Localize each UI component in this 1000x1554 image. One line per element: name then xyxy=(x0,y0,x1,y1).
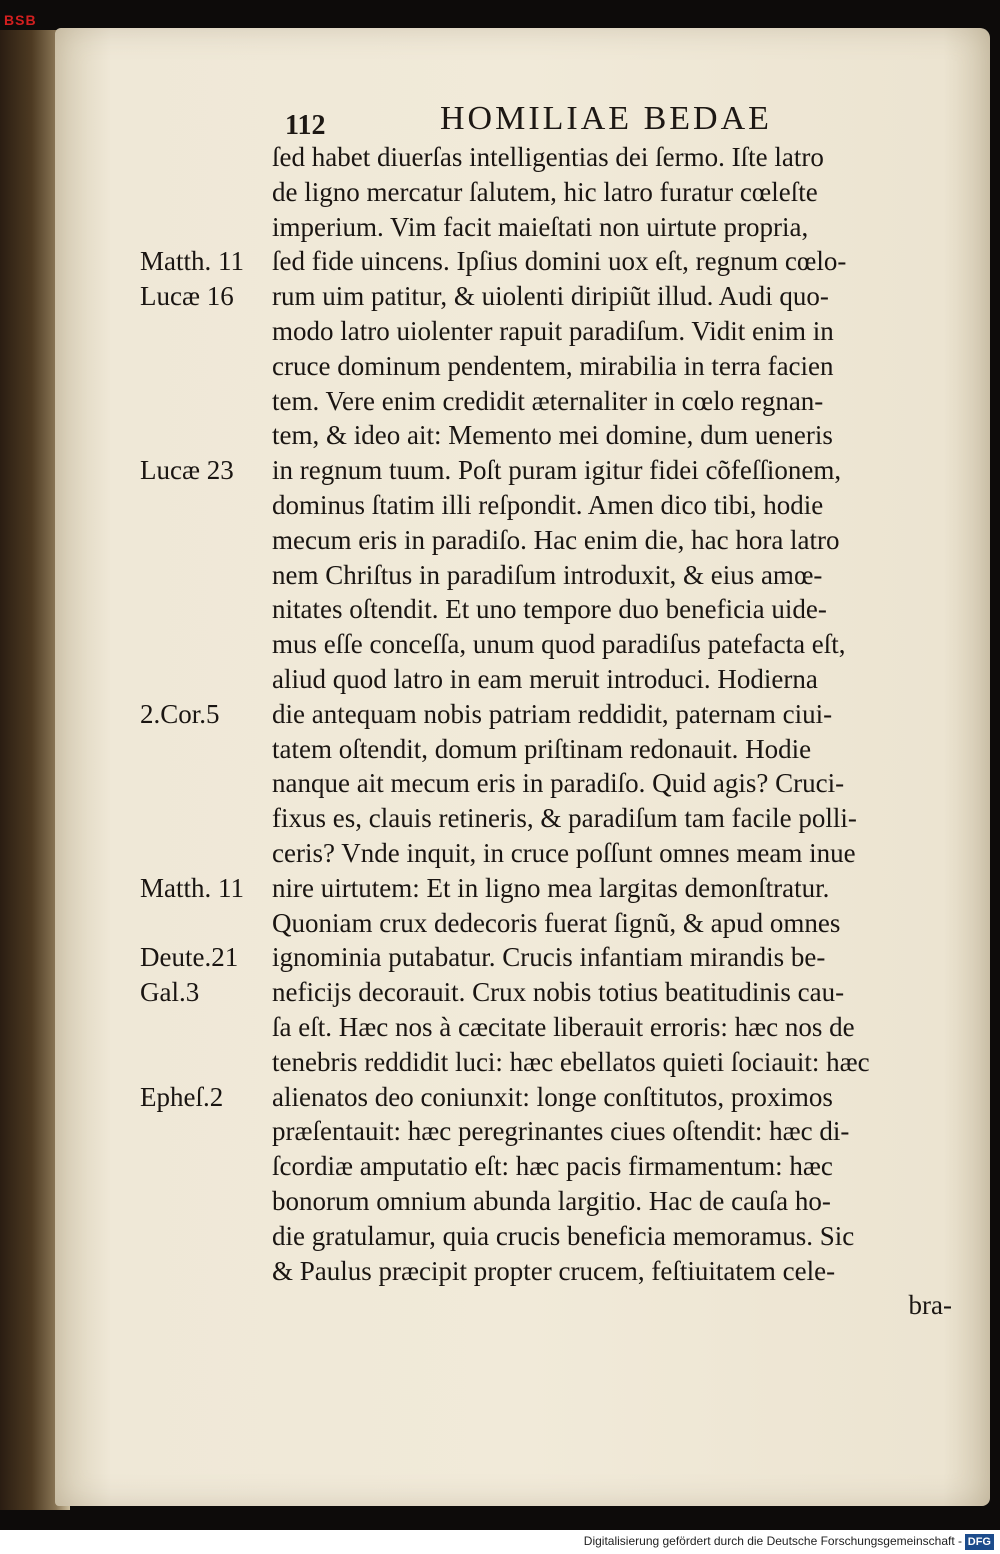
text-line: cruce dominum pendentem, mirabilia in terra facien xyxy=(272,350,834,381)
text-line: præſentauit: hæc peregrinantes ciues oſtendit: hæc di- xyxy=(272,1116,850,1147)
text-line: de ligno mercatur ſalutem, hic latro furatur cœleſte xyxy=(272,176,818,207)
text-line: fixus es, clauis retineris, & paradiſum tam facile polli- xyxy=(272,803,857,834)
text-line: tenebris reddidit luci: hæc ebellatos quieti ſociauit: hæc xyxy=(272,1046,870,1077)
margin-note: 2.Cor.5 xyxy=(140,698,220,729)
text-line: ſcordiæ amputatio eſt: hæc pacis firmamentum: hæc xyxy=(272,1151,833,1182)
text-line: ignominia putabatur. Crucis infantiam mirandis be- xyxy=(272,942,826,973)
text-line: ceris? Vnde inquit, in cruce poſſunt omnes meam inue xyxy=(272,837,856,868)
margin-note: Matth. 11 xyxy=(140,246,244,277)
text-line: nitates oſtendit. Et uno tempore duo beneficia uide- xyxy=(272,594,827,625)
text-line: imperium. Vim facit maieſtati non uirtute propria, xyxy=(272,211,809,242)
text-line: rum uim patitur, & uiolenti diripiũt illud. Audi quo- xyxy=(272,281,829,312)
body-text xyxy=(272,140,952,1323)
text-line: modo latro uiolenter rapuit paradiſum. Vidit enim in xyxy=(272,315,834,346)
page-number: 112 xyxy=(285,110,326,141)
margin-note: Lucæ 16 xyxy=(140,281,234,312)
text-line: tatem oſtendit, domum priſtinam redonauit. Hodie xyxy=(272,733,812,764)
margin-note: Deute.21 xyxy=(140,942,239,973)
bsb-logo: BSB xyxy=(4,12,37,28)
text-line: neficijs decorauit. Crux nobis totius beatitudinis cau- xyxy=(272,977,845,1008)
text-line: ſed fide uincens. Ipſius domini uox eſt, regnum cœlo- xyxy=(272,246,847,277)
margin-note: Epheſ.2 xyxy=(140,1081,224,1112)
text-line: nanque ait mecum eris in paradiſo. Quid agis? Cruci- xyxy=(272,768,845,799)
text-line: tem. Vere enim credidit æternaliter in cœlo regnan- xyxy=(272,385,824,416)
text-line: bra- xyxy=(908,1290,952,1321)
dfg-logo: DFG xyxy=(965,1534,994,1550)
text-line: ſed habet diuerſas intelligentias dei ſermo. Iſte latro xyxy=(272,142,824,172)
text-line: mus eſſe conceſſa, unum quod paradiſus patefacta eſt, xyxy=(272,629,846,660)
margin-note: Matth. 11 xyxy=(140,872,244,903)
text-line: in regnum tuum. Poſt puram igitur fidei cõfeſſionem, xyxy=(272,455,842,486)
text-line: mecum eris in paradiſo. Hac enim die, hac hora latro xyxy=(272,524,840,555)
footer-bar xyxy=(0,1530,1000,1554)
running-title: HOMILIAE BEDAE xyxy=(440,100,772,137)
page-header xyxy=(285,100,825,140)
text-line: nem Chriſtus in paradiſum introduxit, & eius amœ- xyxy=(272,559,823,590)
text-line: tem, & ideo ait: Memento mei domine, dum ueneris xyxy=(272,420,833,451)
text-line: bonorum omnium abunda largitio. Hac de cauſa ho- xyxy=(272,1185,831,1216)
text-line: Quoniam crux dedecoris fuerat ſignũ, & apud omnes xyxy=(272,907,841,938)
footer-credit: Digitalisierung gefördert durch die Deutsche Forschungsgemeinschaft - xyxy=(583,1534,962,1548)
margin-note: Lucæ 23 xyxy=(140,455,234,486)
text-line: aliud quod latro in eam meruit introduci. Hodierna xyxy=(272,663,818,694)
text-line: die gratulamur, quia crucis beneficia memoramus. Sic xyxy=(272,1220,855,1251)
text-line: dominus ſtatim illi reſpondit. Amen dico tibi, hodie xyxy=(272,489,824,520)
text-line: ſa eſt. Hæc nos à cæcitate liberauit erroris: hæc nos de xyxy=(272,1011,855,1042)
margin-note: Gal.3 xyxy=(140,977,200,1008)
text-line: nire uirtutem: Et in ligno mea largitas demonſtratur. xyxy=(272,872,830,903)
text-line: & Paulus præcipit propter crucem, feſtiuitatem cele- xyxy=(272,1255,836,1286)
text-line: die antequam nobis patriam reddidit, paternam ciui- xyxy=(272,698,833,729)
text-line: alienatos deo coniunxit: longe conſtitutos, proximos xyxy=(272,1081,833,1112)
